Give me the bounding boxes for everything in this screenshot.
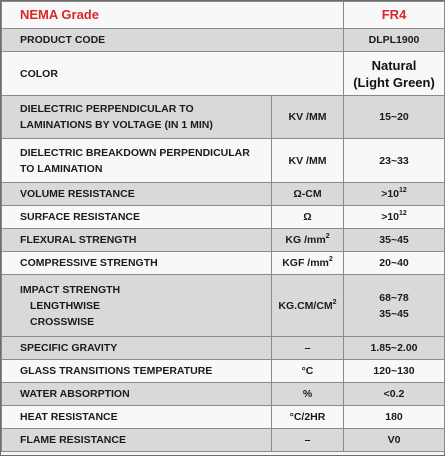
value-base: >10 (381, 188, 400, 200)
value-product-code: DLPL1900 (344, 29, 445, 52)
label-flexural-strength: FLEXURAL STRENGTH (2, 229, 272, 252)
unit-base: KG /mm (285, 234, 326, 246)
label-heat-resistance: HEAT RESISTANCE (2, 406, 272, 429)
unit-dielectric-perpendicular: KV /MM (272, 96, 344, 139)
label-volume-resistance: VOLUME RESISTANCE (2, 183, 272, 206)
label-water-absorption: WATER ABSORPTION (2, 383, 272, 406)
value-color-line2: (Light Green) (353, 74, 435, 90)
value-flexural-strength: 35~45 (344, 229, 445, 252)
label-specific-gravity: SPECIFIC GRAVITY (2, 337, 272, 360)
row-flame-resistance (2, 429, 445, 452)
unit-flame-resistance: – (272, 429, 344, 452)
value-compressive-strength: 20~40 (344, 252, 445, 275)
row-dielectric-breakdown (2, 139, 445, 183)
unit-flexural-strength (272, 229, 344, 252)
header-grade: FR4 (344, 2, 445, 29)
label-dielectric-perpendicular (2, 96, 272, 139)
value-heat-resistance: 180 (344, 406, 445, 429)
value-lengthwise: 68~78 (379, 291, 409, 304)
label-crosswise: CROSSWISE (30, 315, 95, 328)
unit-glass-transition: °C (272, 360, 344, 383)
unit-surface-resistance: Ω (272, 206, 344, 229)
row-glass-transition (2, 360, 445, 383)
value-color (344, 52, 445, 96)
unit-compressive-strength (272, 252, 344, 275)
unit-dielectric-breakdown: KV /MM (272, 139, 344, 183)
header-label: NEMA Grade (2, 2, 344, 29)
label-product-code: PRODUCT CODE (2, 29, 344, 52)
value-exponent: 12 (399, 187, 407, 194)
row-dielectric-perpendicular (2, 96, 445, 139)
row-product-code (2, 29, 445, 52)
row-specific-gravity (2, 337, 445, 360)
row-heat-resistance (2, 406, 445, 429)
label-compressive-strength: COMPRESSIVE STRENGTH (2, 252, 272, 275)
label-flame-resistance: FLAME RESISTANCE (2, 429, 272, 452)
value-impact-strength (344, 275, 445, 337)
label-line2: LAMINATIONS BY VOLTAGE (IN 1 MIN) (20, 119, 213, 131)
value-crosswise: 35~45 (379, 307, 409, 320)
value-base: >10 (381, 211, 400, 223)
unit-heat-resistance: °C/2HR (272, 406, 344, 429)
label-dielectric-breakdown (2, 139, 272, 183)
value-water-absorption: <0.2 (344, 383, 445, 406)
label-line1: DIELECTRIC BREAKDOWN PERPENDICULAR (20, 146, 250, 159)
value-exponent: 12 (399, 210, 407, 217)
label-surface-resistance: SURFACE RESISTANCE (2, 206, 272, 229)
value-flame-resistance: V0 (344, 429, 445, 452)
row-compressive-strength (2, 252, 445, 275)
value-color-line1: Natural (371, 57, 417, 73)
unit-base: KGF /mm (282, 257, 329, 269)
label-line1: DIELECTRIC PERPENDICULAR TO (20, 103, 194, 115)
row-surface-resistance (2, 206, 445, 229)
row-volume-resistance (2, 183, 445, 206)
label-impact-strength (2, 275, 272, 337)
unit-specific-gravity: – (272, 337, 344, 360)
unit-volume-resistance: Ω-CM (272, 183, 344, 206)
label-glass-transition: GLASS TRANSITIONS TEMPERATURE (2, 360, 272, 383)
value-specific-gravity: 1.85~2.00 (344, 337, 445, 360)
unit-exponent: 2 (332, 298, 337, 306)
row-water-absorption (2, 383, 445, 406)
unit-water-absorption: % (272, 383, 344, 406)
spec-table (1, 1, 445, 452)
value-glass-transition: 120~130 (344, 360, 445, 383)
value-dielectric-breakdown: 23~33 (344, 139, 445, 183)
value-surface-resistance (344, 206, 445, 229)
unit-exponent: 2 (325, 233, 330, 240)
label-impact-title: IMPACT STRENGTH (20, 283, 121, 296)
unit-impact-strength (272, 275, 344, 337)
label-color: COLOR (2, 52, 344, 96)
label-line2: TO LAMINATION (20, 162, 103, 175)
table-header-row (2, 2, 445, 29)
unit-exponent: 2 (328, 256, 333, 263)
value-dielectric-perpendicular: 15~20 (344, 96, 445, 139)
label-lengthwise: LENGTHWISE (30, 299, 100, 312)
row-flexural-strength (2, 229, 445, 252)
unit-base: KG.CM/CM (278, 299, 333, 312)
row-impact-strength (2, 275, 445, 337)
value-volume-resistance (344, 183, 445, 206)
row-color (2, 52, 445, 96)
